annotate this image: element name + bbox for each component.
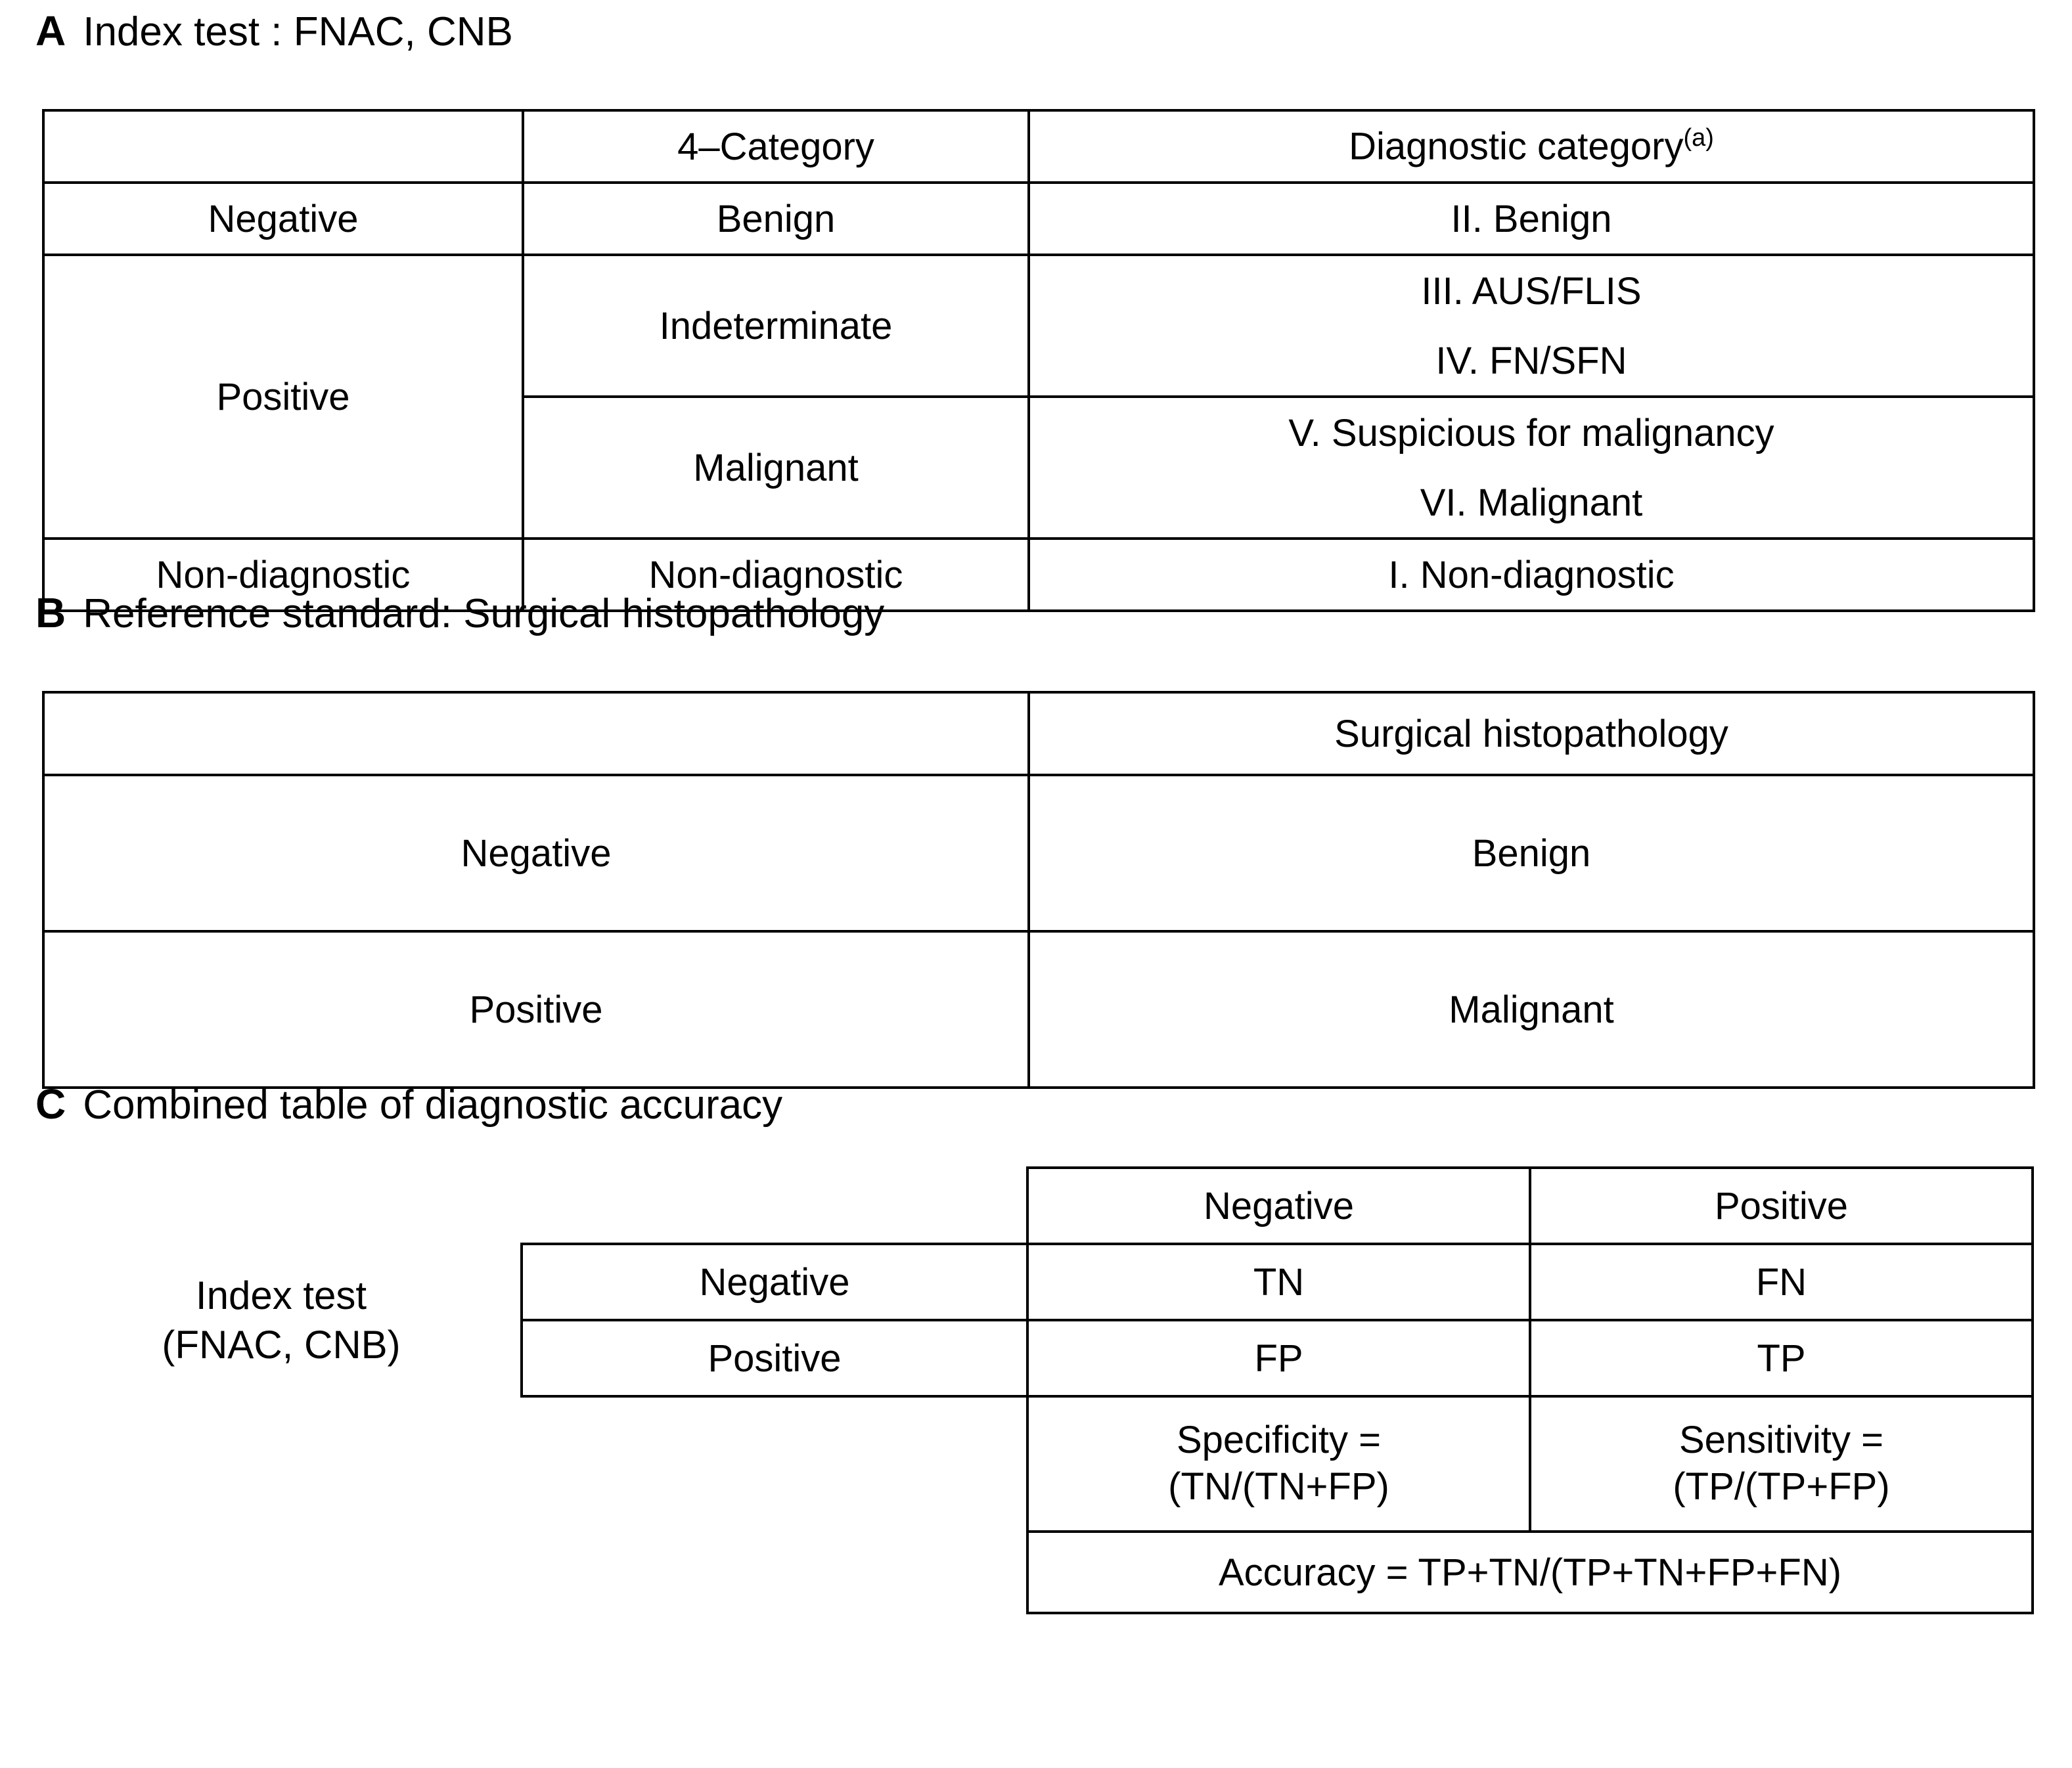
table-row (42, 1244, 2033, 1320)
row-label-negative: Negative (522, 1244, 1027, 1320)
header-footnote-marker: (a) (1683, 124, 1714, 152)
panel-c-table (42, 1166, 2034, 1614)
panel-a-title: Index test : FNAC, CNB (83, 9, 513, 55)
panel-b-heading (35, 591, 884, 635)
spacer-cell-2 (522, 1396, 1027, 1532)
header-diagnostic-category-label: Diagnostic category (1349, 125, 1684, 168)
panel-a-heading (35, 9, 513, 53)
row-group-label-index-test (42, 1244, 522, 1396)
specificity-formula: (TN/(TN+FP) (1168, 1465, 1389, 1508)
panel-c-letter: C (35, 1080, 66, 1128)
empty-corner-cell-2 (522, 1168, 1027, 1244)
spacer-cell-4 (522, 1532, 1027, 1613)
empty-corner-cell (43, 110, 523, 183)
cell-tn: TN (1027, 1244, 1530, 1320)
empty-corner-cell (42, 1168, 522, 1244)
table-row (42, 1532, 2033, 1613)
sensitivity-label: Sensitivity = (1678, 1419, 1884, 1462)
spacer-cell (42, 1396, 522, 1532)
table-row (42, 1396, 2033, 1532)
cell-category-non-diagnostic: Non-diagnostic (523, 539, 1029, 611)
table-row (42, 1168, 2033, 1244)
cell-diagnostic-iv-fn-sfn: IV. FN/SFN (1029, 326, 2034, 397)
row-label-positive: Positive (43, 255, 523, 539)
cell-benign: Benign (1029, 775, 2034, 931)
cell-category-malignant: Malignant (523, 397, 1029, 539)
cell-fp: FP (1027, 1320, 1530, 1396)
panel-a-table (42, 109, 2035, 612)
cell-diagnostic-vi-malignant: VI. Malignant (1029, 468, 2034, 539)
row-label-positive: Positive (43, 931, 1029, 1088)
table-row (43, 183, 2034, 255)
table-row (43, 931, 2034, 1088)
cell-diagnostic-v-suspicious: V. Suspicious for malignancy (1029, 397, 2034, 468)
header-4-category: 4–Category (523, 110, 1029, 183)
panel-a-letter: A (35, 7, 66, 55)
cell-specificity (1027, 1396, 1530, 1532)
spacer-cell-3 (42, 1532, 522, 1613)
sensitivity-formula: (TP/(TP+FP) (1673, 1465, 1890, 1508)
index-test-label-line1: Index test (195, 1273, 367, 1317)
cell-diagnostic-iii-aus-flis: III. AUS/FLIS (1029, 255, 2034, 326)
table-row (43, 110, 2034, 183)
cell-tp: TP (1530, 1320, 2033, 1396)
table-row (43, 775, 2034, 931)
cell-accuracy: Accuracy = TP+TN/(TP+TN+FP+FN) (1027, 1532, 2033, 1613)
cell-diagnostic-ii-benign: II. Benign (1029, 183, 2034, 255)
table-row (43, 255, 2034, 326)
cell-category-indeterminate: Indeterminate (523, 255, 1029, 397)
cell-sensitivity (1530, 1396, 2033, 1532)
row-label-negative: Negative (43, 183, 523, 255)
index-test-label-line2: (FNAC, CNB) (162, 1323, 401, 1367)
cell-malignant: Malignant (1029, 931, 2034, 1088)
panel-b-table (42, 691, 2035, 1089)
table-row (43, 692, 2034, 775)
header-surgical-histopathology: Surgical histopathology (1029, 692, 2034, 775)
panel-c-heading (35, 1082, 782, 1126)
header-reference-negative: Negative (1027, 1168, 1530, 1244)
header-reference-positive: Positive (1530, 1168, 2033, 1244)
row-label-positive: Positive (522, 1320, 1027, 1396)
panel-c-title: Combined table of diagnostic accuracy (83, 1082, 783, 1128)
row-label-non-diagnostic: Non-diagnostic (43, 539, 523, 611)
panel-b-title: Reference standard: Surgical histopathology (83, 591, 885, 636)
empty-corner-cell (43, 692, 1029, 775)
row-label-negative: Negative (43, 775, 1029, 931)
specificity-label: Specificity = (1176, 1419, 1382, 1462)
panel-b-letter: B (35, 589, 66, 636)
cell-diagnostic-i-non-diagnostic: I. Non-diagnostic (1029, 539, 2034, 611)
cell-category-benign: Benign (523, 183, 1029, 255)
header-diagnostic-category (1029, 110, 2034, 183)
cell-fn: FN (1530, 1244, 2033, 1320)
